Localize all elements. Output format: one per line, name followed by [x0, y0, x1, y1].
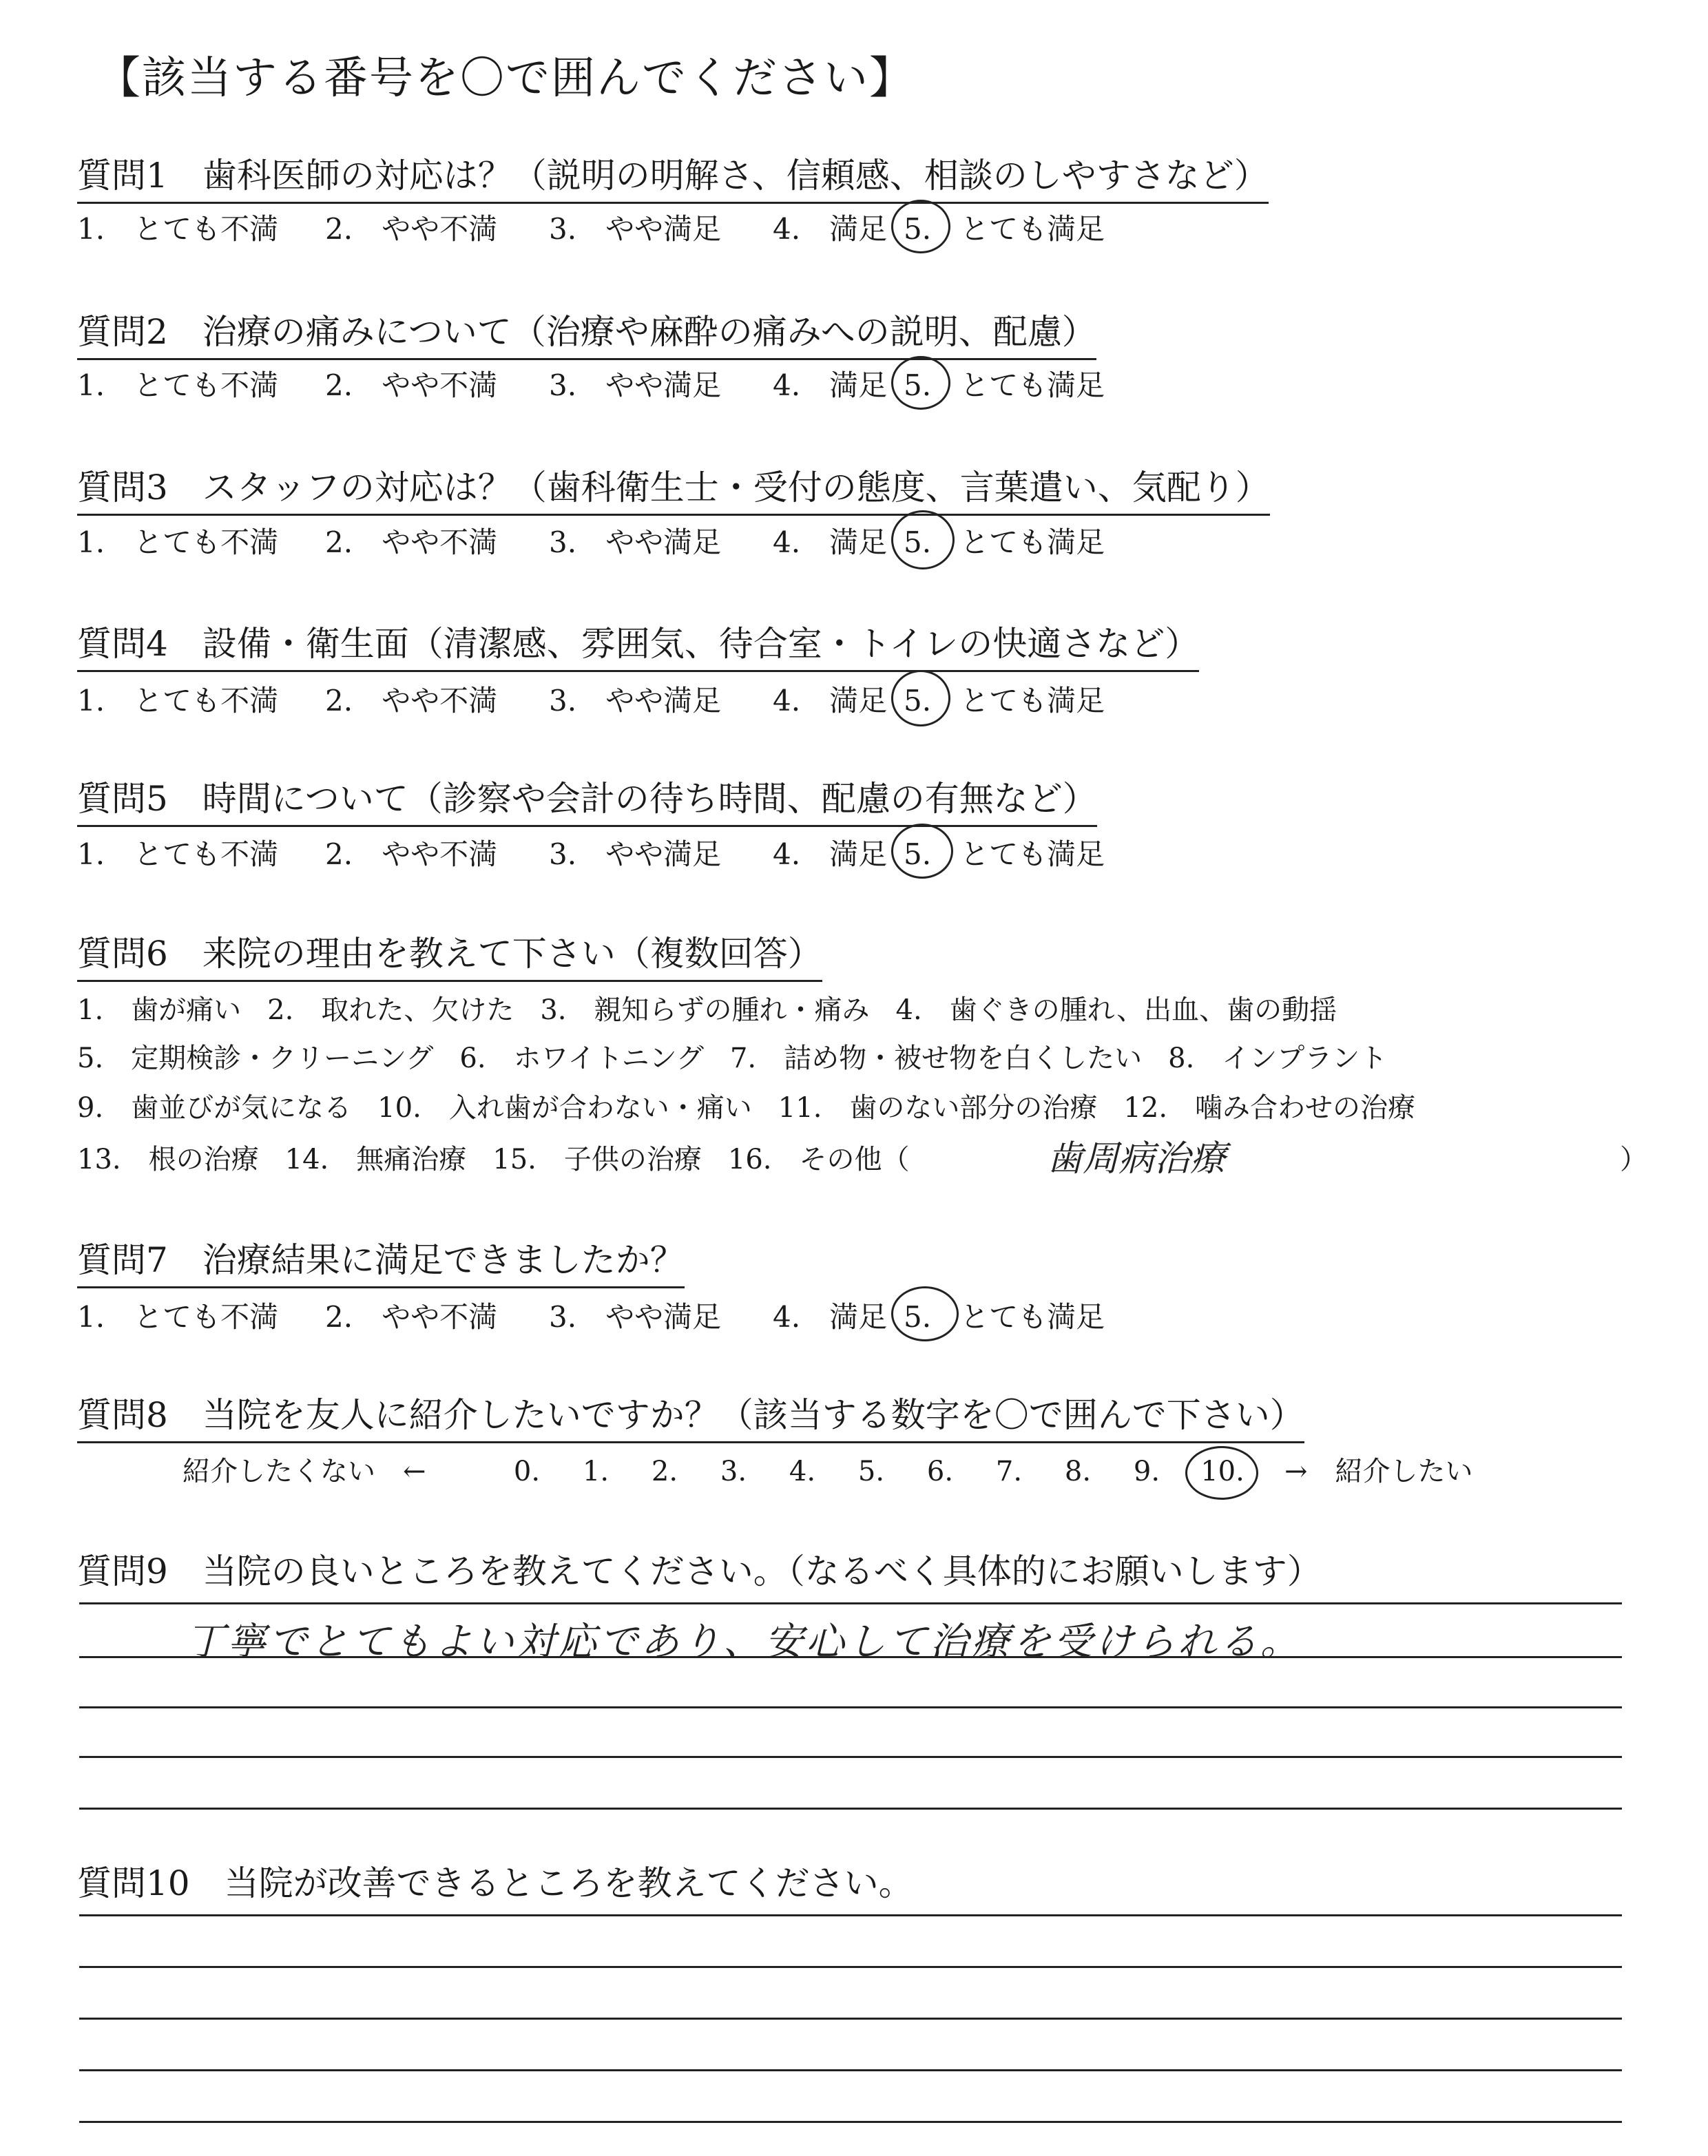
- choice-1[interactable]: 1. とても不満: [77, 837, 279, 871]
- scale-10[interactable]: [1181, 1456, 1264, 1487]
- answer-line: [79, 1656, 1622, 1658]
- option-7[interactable]: 7. 詰め物・被せ物を白くしたい: [729, 1043, 1143, 1074]
- scale-8[interactable]: 8.: [1064, 1456, 1092, 1487]
- answer-line: [79, 2121, 1622, 2123]
- choice-2[interactable]: 2. やや不満: [325, 368, 498, 402]
- choice-4[interactable]: 4. 満足: [773, 837, 888, 871]
- q9-answer-handwriting[interactable]: 丁寧でとてもよい対応であり、安心して治療を受けられる。: [186, 1620, 1302, 1664]
- choice-5[interactable]: [904, 520, 1110, 561]
- question-8-label: 質問8 当院を友人に紹介したいですか？（該当する数字を〇で囲んで下さい）: [77, 1388, 1304, 1443]
- option-10[interactable]: 10. 入れ歯が合わない・痛い: [377, 1092, 752, 1124]
- question-2-label: 質問2 治療の痛みについて（治療や麻酔の痛みへの説明、配慮）: [77, 304, 1096, 360]
- scale-10-text: 10.: [1200, 1456, 1244, 1487]
- question-3-choices: [77, 520, 1110, 561]
- choice-4[interactable]: 4. 満足: [773, 368, 888, 402]
- question-10-label: 質問10 当院が改善できるところを教えてください。: [77, 1863, 913, 1903]
- selected-circle: [891, 200, 950, 253]
- selected-circle: [891, 1286, 959, 1341]
- choice-3[interactable]: 3. やや満足: [549, 212, 722, 246]
- choice-3[interactable]: 3. やや満足: [549, 1300, 722, 1334]
- q6-row-4: [77, 1138, 910, 1177]
- scale-4[interactable]: 4.: [789, 1456, 816, 1487]
- choice-5-text: 5. とても満足: [904, 368, 1105, 402]
- answer-line: [79, 1966, 1622, 1968]
- choice-5-text: 5. とても満足: [904, 212, 1105, 246]
- choice-1[interactable]: 1. とても不満: [77, 368, 279, 402]
- q6-row-3: [77, 1086, 1441, 1125]
- answer-line: [79, 1706, 1622, 1708]
- scale-left-label: 紹介したくない ←: [183, 1456, 426, 1487]
- question-7-label: 質問7 治療結果に満足できましたか？: [77, 1233, 685, 1288]
- choice-5-text: 5. とても満足: [904, 837, 1105, 871]
- choice-4[interactable]: 4. 満足: [773, 212, 888, 246]
- choice-1[interactable]: 1. とても不満: [77, 1300, 279, 1334]
- scale-3[interactable]: 3.: [720, 1456, 747, 1487]
- choice-4[interactable]: 4. 満足: [773, 684, 888, 718]
- option-5[interactable]: 5. 定期検診・クリーニング: [77, 1043, 434, 1074]
- choice-5[interactable]: [904, 678, 1110, 720]
- question-4-label: 質問4 設備・衛生面（清潔感、雰囲気、待合室・トイレの快適さなど）: [77, 616, 1199, 672]
- scale-0[interactable]: 0.: [513, 1456, 541, 1487]
- answer-line: [79, 1756, 1622, 1758]
- option-11[interactable]: 11. 歯のない部分の治療: [778, 1092, 1098, 1124]
- answer-line: [79, 2018, 1622, 2020]
- answer-line: [79, 1808, 1622, 1810]
- question-5-label: 質問5 時間について（診察や会計の待ち時間、配慮の有無など）: [77, 771, 1097, 827]
- q6-row-1: [77, 988, 1363, 1027]
- option-16[interactable]: 16. その他（: [727, 1144, 910, 1175]
- selected-circle: [891, 356, 950, 410]
- scale-right-label: → 紹介したい: [1284, 1456, 1473, 1487]
- choice-5-text: 5. とても満足: [904, 1300, 1105, 1334]
- option-1[interactable]: 1. 歯が痛い: [77, 994, 242, 1026]
- choice-2[interactable]: 2. やや不満: [325, 1300, 498, 1334]
- choice-5[interactable]: [904, 832, 1110, 873]
- scale-1[interactable]: 1.: [582, 1456, 610, 1487]
- answer-line: [79, 1602, 1622, 1604]
- choice-1[interactable]: 1. とても不満: [77, 212, 279, 246]
- question-6-label: 質問6 来院の理由を教えて下さい（複数回答）: [77, 926, 822, 982]
- choice-3[interactable]: 3. やや満足: [549, 525, 722, 559]
- scale-7[interactable]: 7.: [995, 1456, 1023, 1487]
- choice-5[interactable]: [904, 1295, 1110, 1336]
- question-5-choices: [77, 832, 1110, 873]
- question-2-choices: [77, 363, 1110, 404]
- option-14[interactable]: 14. 無痛治療: [284, 1144, 467, 1175]
- option-15[interactable]: 15. 子供の治療: [492, 1144, 702, 1175]
- option-4[interactable]: 4. 歯ぐきの腫れ、出血、歯の動揺: [895, 994, 1337, 1026]
- choice-2[interactable]: 2. やや不満: [325, 212, 498, 246]
- question-1-label: 質問1 歯科医師の対応は？（説明の明解さ、信頼感、相談のしやすさなど）: [77, 148, 1269, 204]
- option-12[interactable]: 12. 噛み合わせの治療: [1123, 1092, 1416, 1124]
- choice-2[interactable]: 2. やや不満: [325, 837, 498, 871]
- scale-9[interactable]: 9.: [1133, 1456, 1160, 1487]
- question-1-choices: [77, 207, 1110, 248]
- selected-circle: [891, 670, 950, 726]
- scale-2[interactable]: 2.: [651, 1456, 678, 1487]
- answer-line: [79, 1914, 1622, 1916]
- recommend-scale: [183, 1449, 1473, 1489]
- choice-3[interactable]: 3. やや満足: [549, 368, 722, 402]
- question-4-choices: [77, 678, 1110, 720]
- page-title: 【該当する番号を〇で囲んでください】: [96, 53, 915, 104]
- choice-5[interactable]: [904, 207, 1110, 248]
- option-8[interactable]: 8. インプラント: [1168, 1043, 1388, 1074]
- choice-2[interactable]: 2. やや不満: [325, 684, 498, 718]
- option-13[interactable]: 13. 根の治療: [77, 1144, 259, 1175]
- question-3-label: 質問3 スタッフの対応は？（歯科衛生士・受付の態度、言葉遣い、気配り）: [77, 460, 1270, 516]
- selected-circle: [891, 824, 953, 879]
- answer-line: [79, 2069, 1622, 2071]
- choice-4[interactable]: 4. 満足: [773, 1300, 888, 1334]
- choice-5-text: 5. とても満足: [904, 684, 1105, 718]
- choice-3[interactable]: 3. やや満足: [549, 684, 722, 718]
- question-9-label: 質問9 当院の良いところを教えてください。（なるべく具体的にお願いします）: [77, 1551, 1322, 1591]
- question-7-choices: [77, 1295, 1110, 1336]
- choice-3[interactable]: 3. やや満足: [549, 837, 722, 871]
- option-9[interactable]: 9. 歯並びが気になる: [77, 1092, 352, 1124]
- option-6[interactable]: 6. ホワイトニング: [459, 1043, 704, 1074]
- scale-6[interactable]: 6.: [926, 1456, 954, 1487]
- choice-1[interactable]: 1. とても不満: [77, 684, 279, 718]
- choice-5-text: 5. とても満足: [904, 525, 1105, 559]
- choice-2[interactable]: 2. やや不満: [325, 525, 498, 559]
- other-close-paren: ）: [1620, 1144, 1647, 1175]
- option-3[interactable]: 3. 親知らずの腫れ・痛み: [540, 994, 870, 1026]
- choice-1[interactable]: 1. とても不満: [77, 525, 279, 559]
- choice-4[interactable]: 4. 満足: [773, 525, 888, 559]
- selected-circle: [1185, 1446, 1258, 1500]
- other-answer-handwriting[interactable]: 歯周病治療: [1047, 1138, 1227, 1180]
- scale-5[interactable]: 5.: [857, 1456, 885, 1487]
- selected-circle: [891, 510, 955, 569]
- choice-5[interactable]: [904, 363, 1110, 404]
- q6-row-2: [77, 1036, 1413, 1076]
- option-2[interactable]: 2. 取れた、欠けた: [267, 994, 514, 1026]
